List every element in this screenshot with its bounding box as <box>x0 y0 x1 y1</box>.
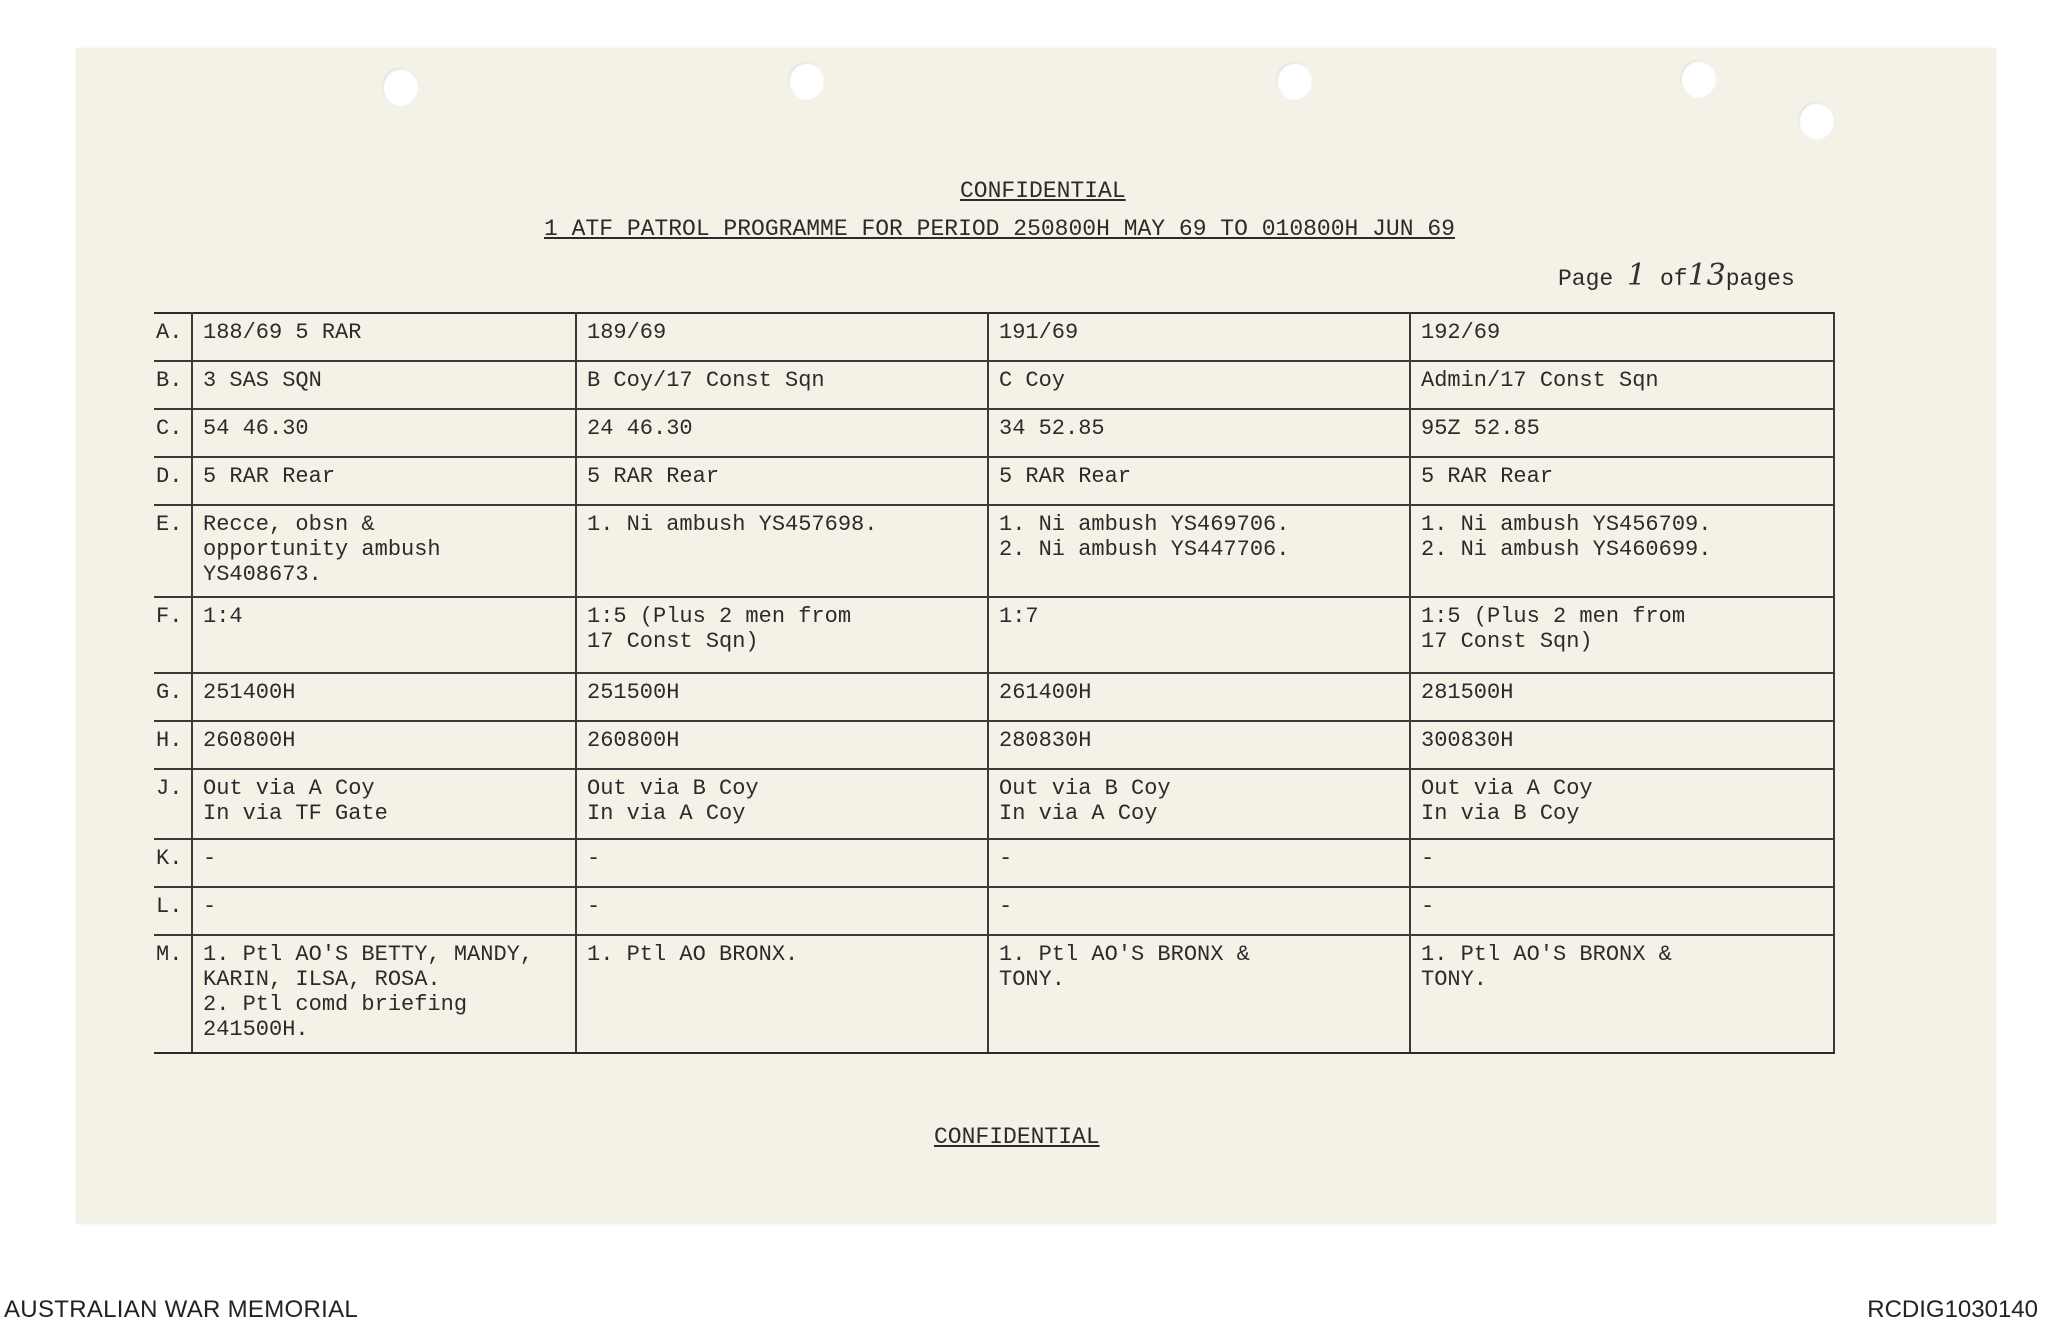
table-cell: 192/69 <box>1410 313 1834 361</box>
table-cell: 189/69 <box>576 313 988 361</box>
punch-hole <box>788 62 824 100</box>
table-cell: 5 RAR Rear <box>988 457 1410 505</box>
table-cell: 1. Ni ambush YS469706. 2. Ni ambush YS447706. <box>988 505 1410 597</box>
table-cell: 280830H <box>988 721 1410 769</box>
row-label: C. <box>154 409 192 457</box>
table-row <box>154 721 1834 769</box>
table-cell: 5 RAR Rear <box>192 457 576 505</box>
table-cell: - <box>576 887 988 935</box>
table-row <box>154 597 1834 673</box>
row-label: L. <box>154 887 192 935</box>
table-cell: C Coy <box>988 361 1410 409</box>
table-cell: 281500H <box>1410 673 1834 721</box>
row-label: G. <box>154 673 192 721</box>
archive-credit: AUSTRALIAN WAR MEMORIAL <box>4 1296 359 1323</box>
table-cell: 251400H <box>192 673 576 721</box>
table-cell: 95Z 52.85 <box>1410 409 1834 457</box>
table-cell: 188/69 5 RAR <box>192 313 576 361</box>
table-cell: Admin/17 Const Sqn <box>1410 361 1834 409</box>
punch-hole <box>382 68 418 106</box>
table-cell: 251500H <box>576 673 988 721</box>
table-cell: 3 SAS SQN <box>192 361 576 409</box>
table-cell: 191/69 <box>988 313 1410 361</box>
row-label: M. <box>154 935 192 1053</box>
punch-hole <box>1680 60 1716 98</box>
row-label: B. <box>154 361 192 409</box>
row-label: A. <box>154 313 192 361</box>
classification-top: CONFIDENTIAL <box>960 178 1126 204</box>
table-cell: - <box>576 839 988 887</box>
table-row <box>154 887 1834 935</box>
row-label: D. <box>154 457 192 505</box>
table-row <box>154 935 1834 1053</box>
table-cell: Out via B Coy In via A Coy <box>988 769 1410 839</box>
page-suffix: pages <box>1725 266 1795 292</box>
table-cell: 261400H <box>988 673 1410 721</box>
table-row <box>154 457 1834 505</box>
table-row <box>154 313 1834 361</box>
table-cell: Out via A Coy In via B Coy <box>1410 769 1834 839</box>
table-row <box>154 673 1834 721</box>
page-total: 13 <box>1687 258 1726 293</box>
table-cell: Out via A Coy In via TF Gate <box>192 769 576 839</box>
table-cell: Out via B Coy In via A Coy <box>576 769 988 839</box>
table-row <box>154 409 1834 457</box>
table-cell: B Coy/17 Const Sqn <box>576 361 988 409</box>
row-label: H. <box>154 721 192 769</box>
table-cell: 1. Ni ambush YS456709. 2. Ni ambush YS460699. <box>1410 505 1834 597</box>
row-label: F. <box>154 597 192 673</box>
table-row <box>154 769 1834 839</box>
table-cell: 54 46.30 <box>192 409 576 457</box>
page-prefix: Page <box>1558 266 1614 292</box>
page-count <box>1558 258 1795 293</box>
table-cell: 260800H <box>192 721 576 769</box>
table-cell: 5 RAR Rear <box>1410 457 1834 505</box>
punch-hole <box>1276 62 1312 100</box>
table-cell: - <box>1410 887 1834 935</box>
table-cell: 1. Ni ambush YS457698. <box>576 505 988 597</box>
table-cell: - <box>192 887 576 935</box>
table-cell: 300830H <box>1410 721 1834 769</box>
table-cell: 24 46.30 <box>576 409 988 457</box>
table-cell: 1. Ptl AO'S BETTY, MANDY, KARIN, ILSA, ROSA. 2. Ptl comd briefing 241500H. <box>192 935 576 1053</box>
table-cell: Recce, obsn & opportunity ambush YS408673. <box>192 505 576 597</box>
table-cell: - <box>192 839 576 887</box>
page-of: of <box>1659 266 1688 292</box>
row-label: K. <box>154 839 192 887</box>
punch-hole <box>1798 102 1834 140</box>
table-cell: 260800H <box>576 721 988 769</box>
table-cell: 1. Ptl AO'S BRONX & TONY. <box>988 935 1410 1053</box>
table-cell: 1. Ptl AO BRONX. <box>576 935 988 1053</box>
patrol-programme-table <box>154 312 1835 1054</box>
table-row <box>154 839 1834 887</box>
table-cell: 34 52.85 <box>988 409 1410 457</box>
table-cell: - <box>1410 839 1834 887</box>
table-cell: - <box>988 839 1410 887</box>
table-cell: - <box>988 887 1410 935</box>
table-cell: 5 RAR Rear <box>576 457 988 505</box>
table-cell: 1:5 (Plus 2 men from 17 Const Sqn) <box>576 597 988 673</box>
table-cell: 1. Ptl AO'S BRONX & TONY. <box>1410 935 1834 1053</box>
row-label: E. <box>154 505 192 597</box>
table-cell: 1:4 <box>192 597 576 673</box>
table-cell: 1:7 <box>988 597 1410 673</box>
archive-id: RCDIG1030140 <box>1867 1296 2038 1323</box>
page-number: 1 <box>1627 258 1647 293</box>
classification-bottom: CONFIDENTIAL <box>934 1124 1100 1150</box>
document-title: 1 ATF PATROL PROGRAMME FOR PERIOD 250800H MAY 69 TO 010800H JUN 69 <box>544 216 1455 242</box>
table-row <box>154 361 1834 409</box>
table-cell: 1:5 (Plus 2 men from 17 Const Sqn) <box>1410 597 1834 673</box>
row-label: J. <box>154 769 192 839</box>
table-row <box>154 505 1834 597</box>
